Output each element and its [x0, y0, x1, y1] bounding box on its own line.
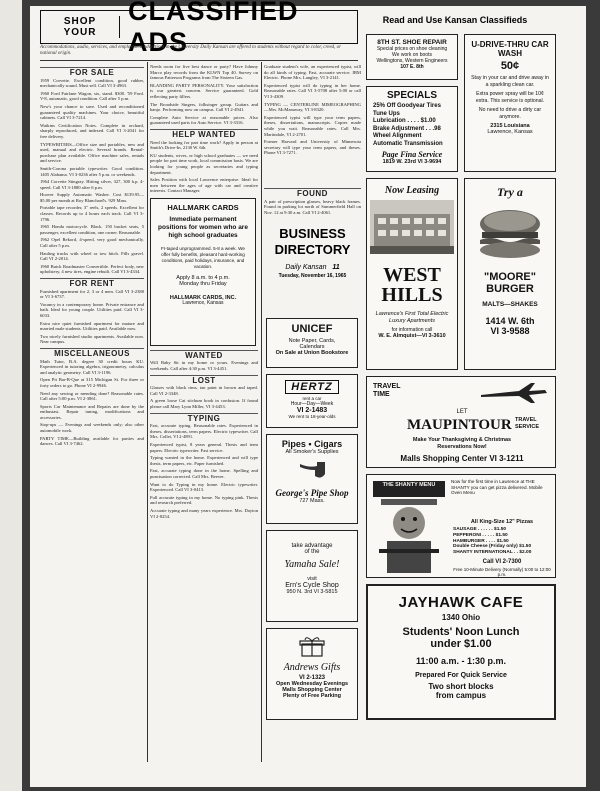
- apartment-building-photo: [370, 200, 454, 254]
- directory-title: BUSINESS DIRECTORY: [274, 226, 351, 257]
- unicef-ad: [266, 318, 358, 368]
- yamaha-ad: [266, 530, 358, 622]
- specials-addr: 1819 W. 23rd VI 3-9694: [382, 159, 442, 165]
- specials-item-2: Tune Ups: [373, 110, 400, 117]
- jayhawk-lunch: Students' Noon Lunch: [402, 626, 520, 638]
- west-hills-ad: [366, 178, 458, 370]
- found-column: FOUND A pair of prescription glasses, heavy black frames. Found in parking lot north of Summerfield Hall on Nov. 12 at 9:30 a.m. Call VI 2-4061.: [264, 189, 361, 215]
- pipes-addr: 727 Mass.: [299, 498, 325, 504]
- shoe-title: 8TH ST. SHOE REPAIR: [377, 39, 447, 46]
- hallmark-positions: Immediate permanent positions for women who are high school graduates: [158, 216, 248, 240]
- directory-paper: Daily Kansan: [285, 264, 327, 271]
- section-typing: TYPING: [150, 413, 258, 422]
- unicef-line1: Note Paper, Cards,: [288, 338, 336, 344]
- jayhawk-cafe-ad: [366, 584, 556, 720]
- burger-illustration: [470, 202, 550, 262]
- moore-phone: VI 3-9588: [490, 326, 530, 336]
- andrews-line3: Plenty of Free Parking: [282, 693, 342, 699]
- andrews-gifts-ad: [266, 628, 358, 720]
- shanty-item-5: SHANTY INTERNATIONAL . . $2.00: [453, 550, 532, 556]
- car-wash-ad: [464, 34, 556, 172]
- shanty-sign: THE SHANTY MENU: [382, 482, 436, 488]
- andrews-name: Andrews Gifts: [283, 662, 341, 673]
- pipes-ad: [266, 434, 358, 524]
- section-for-rent: FOR RENT: [40, 278, 144, 287]
- specials-item-5: Wheel Alignment: [373, 133, 422, 139]
- header-rule: [40, 60, 358, 61]
- directory-masthead: [265, 264, 360, 271]
- carwash-price: 50¢: [500, 60, 520, 72]
- travel-time: TRAVEL TIME: [373, 383, 401, 398]
- westhills-name: WEST HILLS: [381, 264, 443, 306]
- travel-malls: Malls Shopping Center VI 3-1211: [400, 454, 524, 463]
- shanty-item-3: HAMBURGER . . . . $1.50: [453, 538, 509, 544]
- shoe-line1: Special prices on shoe cleaning: [376, 46, 448, 52]
- shoe-line3: Wellingtons, Western Engineers: [376, 58, 448, 64]
- business-directory: [265, 214, 360, 279]
- shanty-pizza-ad: [366, 474, 556, 578]
- section-wanted: WANTED: [150, 350, 258, 359]
- andrews-line2: Malls Shopping Center: [282, 687, 342, 693]
- shop-your-label: SHOP YOUR: [41, 16, 120, 38]
- shanty-item-2: PEPPERONI . . . . . $1.50: [453, 532, 508, 538]
- westhills-sub: Lawrence's First Total Electric Luxury Apartments: [375, 311, 449, 324]
- unicef-title: UNICEF: [291, 323, 333, 335]
- directory-page: 11: [332, 264, 340, 271]
- yamaha-addr: 950 N. 3rd VI 3-5815: [286, 589, 338, 595]
- pipes-name: George's Pipe Shop: [275, 488, 349, 498]
- carwash-line4: 2315 Louisiana: [490, 123, 530, 129]
- column-rule-2: [261, 62, 262, 762]
- shanty-call: Call VI 2-7300: [482, 559, 522, 565]
- yamaha-line2: of the: [304, 549, 320, 555]
- left-page-edge: [0, 0, 22, 791]
- maupintour-travel-ad: [366, 376, 556, 468]
- hertz-sub: rent a car: [302, 396, 322, 401]
- column-rule-1: [147, 62, 148, 762]
- shoe-line2: We work on boots: [392, 52, 432, 58]
- classified-column-2: Needs room for five best dance or party? Have Johnny Marco play records from the KLWN Top 40. Survey on famous Patterson Programs from The Sixteen Gas. BLANDING PARTY PERSONALITY. Your satisfaction is our greatest concern. Service guaranteed. Gold reflecting party fillers. The Broadside Singers, folksinger group. Guitars and banjo. Performing now on campus. Call VI 2-4941. Complete Auto Service at reasonable prices. Also guaranteed used parts for Auto Service. VI 3-3316. HELP WANTED Need the looking for part time work? Apply in person at Smith's Drive-In, 2130 W. 6th. KU students, wives, or high school graduates — we need people for part time work, local commission basis. We are looking for young people as secretaries and typing department. Sales Position with local Lawrence enterprise. Ideal for men between the ages of age with car and creative interests. Contact Manager. HALLMARK CARDS Immediate permanent positions for women who are high school graduates FI-taped unprogrammed. 5-8 a week. We offer fully benefits, pleasant hard-working conditions, paid holidays, insurance, and vacation. Apply 8 a.m. to 4 p.m. Monday thru Friday HALLMARK CARDS, INC. Lawrence, Kansas WANTED Will Baby Sit in my home or yours. Evenings and weekends. Call after 4:30 p.m. VI 3-4451. LOST Glasses with black rims, tan paint in brown and taped. Call VI 2-3348. A green loose Cat sitchum book in confusion. If found please call Mary Lynn Miller, VI 3-4453. TYPING Fast, accurate typing. Reasonable rates. Experienced in theses, dissertations, term papers. Electric typewriter. Call Mrs. Collet, VI 2-4891. Experienced typist, 8 years general. Thesis and term papers. Electric typewriter. Fast service. Typing wanted in the home. Experienced and will type thesis, term papers, etc. Paper furnished. Fast, accurate typing done in the home. Spelling and punctuation corrected. Call Mrs. Beever. Want to do Typing in my home. Electric typewriter. Experienced. Call VI 3-0413. Full accurate typing in my home. No typing pink. Thesis and research preferred. Accurate typing and many years experience. Mrs. Dayton VI 2-8254.: [150, 64, 258, 519]
- shoe-line4: 107 E. 8th: [400, 64, 424, 70]
- yamaha-line1: take advantage: [291, 543, 333, 549]
- specials-item-1: 25% Off Goodyear Tires: [373, 103, 441, 109]
- section-for-sale: FOR SALE: [40, 67, 144, 76]
- shanty-item-1: SAUSAGE . . . . . . $1.50: [453, 527, 507, 532]
- andrews-phone: VI 2-1323: [298, 675, 326, 681]
- shanty-menu-title: All King-Size 12" Pizzas: [470, 519, 534, 525]
- carwash-line2: Extra power spray will be 10¢ extra. This service is optional.: [475, 91, 545, 104]
- jayhawk-addr: 1340 Ohio: [441, 613, 481, 622]
- yamaha-shop: Ern's Cycle Shop: [285, 582, 339, 589]
- carwash-title: U-DRIVE-THRU CAR WASH: [471, 40, 549, 58]
- andrews-line1: Open Wednesday Evenings: [275, 681, 349, 687]
- hertz-line1: Hour—Day—Week: [290, 401, 334, 407]
- hallmark-ad: HALLMARK CARDS Immediate permanent positions for women who are high school graduates FI-taped unprogrammed. 5-8 a week. We offer fully benefits, pleasant hard-working conditions, paid holidays, insurance, and vacation. Apply 8 a.m. to 4 p.m. Monday thru Friday HALLMARK CARDS, INC. Lawrence, Kansas: [150, 198, 256, 346]
- classified-ads-title: CLASSIFIED ADS: [128, 0, 299, 57]
- shanty-item-4: Double Cheese (Friday only) $1.50: [453, 544, 532, 550]
- read-use-header: Read and Use Kansan Classifieds: [382, 15, 528, 25]
- travel-service: TRAVEL SERVICE: [515, 417, 540, 430]
- pipe-icon: [297, 458, 327, 480]
- classified-column-1: FOR SALE 1959 Corvette. Excellent condition, good rubber, mechanically sound. Must sell. Call VI 3-4963. 1960 Ford Fairlane Wagon, six, stand. $300. '59 Ford. V-8, automatic, good condition. Call after 5 p.m. New's your chance to save. Used and reconditioned guaranteed quality machines. Your choice, beautiful cabinets. Call VI 3-7214. Watkins Certification Notes. Complete in orchard, sharply reproduced, and indexed. Call VI 3-2041 for free delivery. TYPEWRITERS—Office size and portables, new and used, manual and electric. Several brands. Rental-purchase plan available. Office machine sales, rentals and service. Smith-Corona portable typewriter. Good condition. 1405 Alabama. VI 3-0236 after 5 p.m. or weekends. 1964 Corvette Stingray. Hitting silver, 327, 300 h.p. 4-speed. Call VI 3-1880 after 6 p.m. Hoover Supply Automatic Washer. Cost $139.95—$5.00 per month at Roy Blanchard's. 929 Mass. Portable tape recorder, 3" reels, 2 speeds. Excellent for classes. Records up to 4 hours each track. Call VI 3-1796. 1965 Honda motorcycle. Black. 150 bucket seats, 5 passenger, excellent condition, one owner. Reasonable. 1962 Opel Rekord, 4-speed, very good mechanically. Call after 5 p.m. Hauling trucks with wheel or tow hitch. Fills gravel. Call VI 2-2014. 1960 Buick Roadmaster Convertible. Perfect body, new upholstery, 4 new tires, engine rebuilt. Call VI 3-4334. FOR RENT Furnished apartment for 2, 3 or 4 men. Call VI 3-2380 or VI 3-6737. Vacancy in a contemporary home. Private entrance and bath. Ideal for young couple. Utilities paid. Call VI 3-6033. Extra nice quiet furnished apartment for mature and married male students. Utilities paid. Available now. Two nicely furnished studio apartments. Available now. Near campus. MISCELLANEOUS Math Tutor, B.A. degree 30 credit hours KU. Experienced in tutoring algebra, trigonometry, calculus and analytic geometry. Call VI 3-1196. Open Pit Bar-B-Que at 315 Michigan St. For three or forty orders to go. Phone VI 2-9946. Need any sewing or mending done? Reasonable rates. Call after 5:00 p.m. VI 2-3861. Sports Car Maintenance and Repairs are done by the enthusiast. Repair tuning, modifications and accessories. Stop-ups — Evenings and weekends only; also other automobile work. PARTY TIME—Building available for parties and dances. Call VI 3-7462.: [40, 68, 144, 447]
- pipes-title: Pipes • Cigars: [281, 439, 343, 449]
- shoe-repair-ad: [366, 34, 458, 80]
- directory-date: Tuesday, November 16, 1965: [278, 273, 347, 279]
- hallmark-city: Lawrence, Kansas: [182, 300, 224, 307]
- section-help-wanted: HELP WANTED: [150, 129, 258, 138]
- travel-name: MAUPINTOUR: [407, 417, 512, 433]
- hertz-phone: VI 2-1483: [296, 407, 328, 414]
- moore-burger-ad: [464, 178, 556, 370]
- hallmark-title: HALLMARK CARDS: [167, 202, 239, 212]
- hertz-ad: [266, 374, 358, 428]
- jayhawk-under: under $1.00: [430, 638, 492, 650]
- jayhawk-prepared: Prepared For Quick Service: [415, 672, 507, 679]
- westhills-leasing: Now Leasing: [384, 185, 440, 196]
- jayhawk-name: JAYHAWK CAFE: [398, 594, 524, 611]
- specials-item-3: Lubrication . . . . $1.00: [373, 118, 436, 124]
- specials-name: Page Fina Service: [381, 150, 443, 159]
- hallmark-days: Monday thru Friday: [179, 281, 227, 288]
- intro-notice: Accommodations, audio, services, and employment advertised in the University Daily Kansan are offered to students without regard to color, creed, or national origin.: [40, 45, 342, 56]
- gift-box-icon: [299, 635, 325, 657]
- westhills-info: for information call: [391, 327, 433, 333]
- chef-illustration: [371, 479, 447, 575]
- moore-try: Try a: [497, 185, 523, 199]
- jayhawk-hours: 11:00 a.m. - 1:30 p.m.: [415, 656, 507, 666]
- yamaha-sale: Yamaha Sale!: [284, 559, 340, 570]
- carwash-line1: Stay in your car and drive away in a sparkling clean car.: [471, 75, 549, 88]
- hertz-line3: We rent to 18-year-olds: [288, 414, 336, 419]
- section-found: FOUND: [264, 188, 361, 197]
- moore-malts: MALTS—SHAKES: [482, 301, 538, 308]
- unicef-line2: Calendars: [299, 344, 325, 350]
- jayhawk-from: from campus: [435, 691, 487, 700]
- carwash-line3: No need to drive a dirty car anymore.: [478, 107, 542, 120]
- shanty-hours: Free 10-Minute Delivery (Normally) 5:00 to 12:00 p.m.: [453, 567, 551, 577]
- specials-item-6: Automatic Transmission: [373, 140, 443, 147]
- hallmark-company: HALLMARK CARDS, INC.: [169, 294, 237, 301]
- classified-column-3: Graduate student's wife, an experienced typist, will do all kinds of typing. Fast, accurate service. IBM Electric. Phone Mrs. Langley, VI 3-2141. Experienced typist will do typing in her home. Reasonable rates. Call VI 3-5708 after 5:00 or call VI 3-4309. TYPING — CENTERLINE MIMEOGRAPHING—Mrs. McManaway, VI 3-8320. Experienced typist will type your term papers, theses, dissertations, manuscripts. Copies made while you wait. Reasonable rates. Call Mrs. Martindale, VI 2-2701. Former Harvard and University of Minnesota secretary will type your term papers, and theses. Phone VI 3-7271.: [264, 64, 361, 156]
- westhills-contact: W. E. Almquist—VI 3-3610: [378, 333, 446, 339]
- travel-let: LET: [456, 409, 468, 415]
- pipes-sub: All Smoker's Supplies: [285, 449, 339, 455]
- moore-addr: 1414 W. 6th: [485, 316, 535, 326]
- moore-name: "MOORE" BURGER: [484, 271, 536, 295]
- specials-item-4: Brake Adjustment . . .98: [373, 125, 441, 132]
- travel-tag: Make Your Thanksgiving & Christmas Reservations Now!: [412, 437, 512, 450]
- yamaha-visit: visit: [307, 576, 317, 582]
- section-miscellaneous: MISCELLANEOUS: [40, 348, 144, 357]
- jayhawk-blocks: Two short blocks: [428, 682, 494, 691]
- page-fina-specials-ad: [366, 86, 458, 172]
- shanty-text: Now for the first time in Lawrence at THE SHANTY you can get pizza delivered. Mobile Oven Menu: [451, 479, 543, 496]
- airplane-icon: [479, 381, 549, 405]
- carwash-line5: Lawrence, Kansas: [487, 129, 533, 135]
- unicef-line3: On Sale at Union Bookstore: [275, 350, 349, 356]
- hallmark-apply: Apply 8 a.m. to 4 p.m.: [176, 275, 230, 282]
- specials-title: SPECIALS: [386, 90, 437, 101]
- hertz-logo: HERTZ: [285, 380, 339, 394]
- section-lost: LOST: [150, 375, 258, 384]
